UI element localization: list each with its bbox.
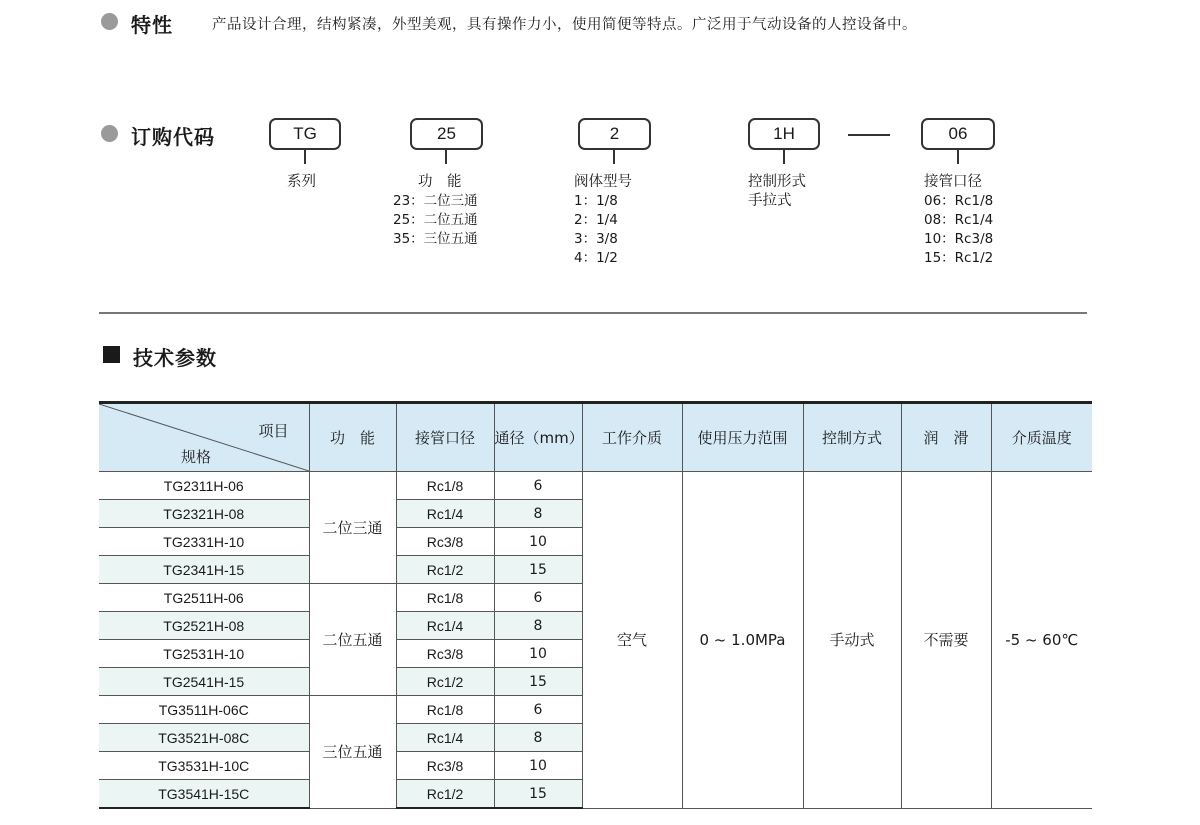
bore-cell: 15	[494, 668, 582, 696]
body-option: 2：1/4	[574, 212, 618, 228]
bore-cell: 8	[494, 500, 582, 528]
port-option: 08：Rc1/4	[924, 212, 994, 228]
features-description: 产品设计合理，结构紧凑，外型美观，具有操作力小，使用简便等特点。广泛用于气动设备的人控设备中。	[212, 17, 917, 33]
port-cell: Rc1/2	[396, 780, 494, 809]
control-value: 手拉式	[748, 193, 792, 209]
bore-cell: 6	[494, 472, 582, 500]
port-option: 06：Rc1/8	[924, 193, 994, 209]
bore-cell: 10	[494, 528, 582, 556]
bore-cell: 10	[494, 640, 582, 668]
header-function: 功 能	[309, 403, 396, 472]
tech-heading: 技术参数	[133, 346, 217, 370]
port-cell: Rc1/8	[396, 696, 494, 724]
code-tick-port	[957, 150, 959, 164]
code-box-function: 25	[410, 118, 483, 150]
spec-table	[99, 401, 1092, 809]
model-cell: TG2511H-06	[99, 584, 309, 612]
function-group-cell: 三位五通	[309, 696, 396, 809]
port-cell: Rc1/8	[396, 472, 494, 500]
model-cell: TG3521H-08C	[99, 724, 309, 752]
port-cell: Rc1/4	[396, 724, 494, 752]
body-option: 4：1/2	[574, 250, 618, 266]
bore-cell: 15	[494, 780, 582, 809]
function-label: 功 能	[418, 174, 462, 190]
bore-cell: 15	[494, 556, 582, 584]
bore-cell: 6	[494, 696, 582, 724]
lubrication-cell: 不需要	[901, 472, 991, 809]
model-cell: TG3531H-10C	[99, 752, 309, 780]
model-cell: TG2341H-15	[99, 556, 309, 584]
port-option: 10：Rc3/8	[924, 231, 994, 247]
header-spec-label: 规格	[181, 448, 212, 466]
code-tick-body	[613, 150, 615, 164]
temperature-cell: -5 ~ 60℃	[991, 472, 1092, 809]
control-cell: 手动式	[803, 472, 901, 809]
bore-cell: 8	[494, 612, 582, 640]
header-control: 控制方式	[803, 403, 901, 472]
features-bullet-icon	[101, 13, 118, 30]
body-option: 1：1/8	[574, 193, 618, 209]
port-cell: Rc1/2	[396, 668, 494, 696]
code-tick-control	[783, 150, 785, 164]
body-option: 3：3/8	[574, 231, 618, 247]
header-pressure: 使用压力范围	[682, 403, 803, 472]
table-row	[99, 472, 1092, 500]
order-code-heading: 订购代码	[131, 125, 215, 149]
model-cell: TG2521H-08	[99, 612, 309, 640]
code-tick-function	[445, 150, 447, 164]
header-item-label: 项目	[258, 422, 289, 440]
bore-cell: 8	[494, 724, 582, 752]
function-group-cell: 二位五通	[309, 584, 396, 696]
model-cell: TG2531H-10	[99, 640, 309, 668]
function-option: 25：二位五通	[393, 212, 478, 228]
code-tick-series	[304, 150, 306, 164]
port-cell: Rc3/8	[396, 752, 494, 780]
port-cell: Rc1/4	[396, 612, 494, 640]
port-cell: Rc1/4	[396, 500, 494, 528]
model-cell: TG2331H-10	[99, 528, 309, 556]
section-divider	[99, 312, 1087, 314]
port-cell: Rc3/8	[396, 528, 494, 556]
port-cell: Rc1/8	[396, 584, 494, 612]
header-diagonal-cell	[99, 403, 309, 472]
function-group-cell: 二位三通	[309, 472, 396, 584]
header-port-size: 接管口径	[396, 403, 494, 472]
body-label: 阀体型号	[574, 174, 632, 190]
series-label: 系列	[287, 174, 316, 190]
code-box-series: TG	[269, 118, 341, 150]
model-cell: TG2311H-06	[99, 472, 309, 500]
header-lubrication: 润 滑	[901, 403, 991, 472]
port-label: 接管口径	[924, 174, 982, 190]
model-cell: TG2321H-08	[99, 500, 309, 528]
spec-table-header-row	[99, 403, 1092, 472]
bore-cell: 10	[494, 752, 582, 780]
medium-cell: 空气	[582, 472, 682, 809]
model-cell: TG3511H-06C	[99, 696, 309, 724]
function-option: 23：二位三通	[393, 193, 478, 209]
bore-cell: 6	[494, 584, 582, 612]
code-box-control: 1H	[748, 118, 820, 150]
model-cell: TG2541H-15	[99, 668, 309, 696]
port-option: 15：Rc1/2	[924, 250, 994, 266]
tech-heading-square-icon	[103, 346, 120, 363]
order-code-bullet-icon	[101, 125, 118, 142]
header-medium: 工作介质	[582, 403, 682, 472]
code-box-port: 06	[921, 118, 995, 150]
control-label: 控制形式	[748, 174, 806, 190]
port-cell: Rc3/8	[396, 640, 494, 668]
function-option: 35：三位五通	[393, 231, 478, 247]
features-heading: 特性	[131, 13, 173, 37]
code-box-body: 2	[578, 118, 651, 150]
header-temperature: 介质温度	[991, 403, 1092, 472]
pressure-cell: 0 ~ 1.0MPa	[682, 472, 803, 809]
header-bore: 通径（mm）	[494, 403, 582, 472]
model-cell: TG3541H-15C	[99, 780, 309, 809]
code-separator-dash	[848, 134, 890, 136]
port-cell: Rc1/2	[396, 556, 494, 584]
